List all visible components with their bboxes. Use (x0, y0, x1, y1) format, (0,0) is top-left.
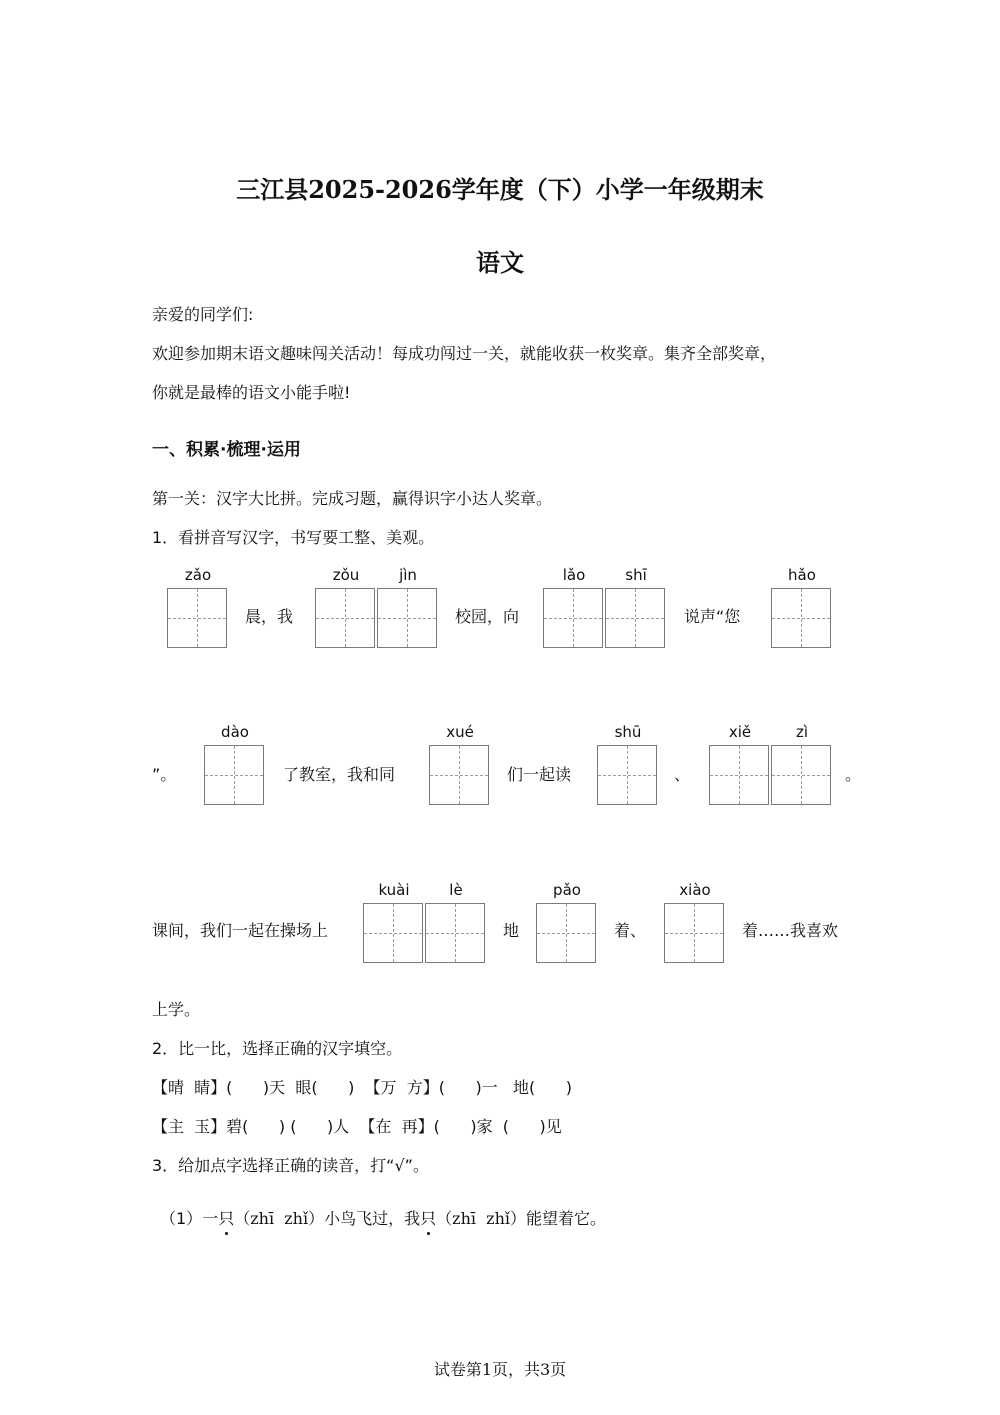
question-2-line-2: 【主 玉】碧( ) ( )人 【在 再】( )家 ( )见 (152, 1117, 562, 1136)
intro-line-2: 你就是最棒的语文小能手啦! (152, 383, 351, 402)
sentence-fragment: 们一起读 (507, 765, 572, 784)
writing-box[interactable] (771, 588, 831, 648)
sentence-fragment: 晨，我 (245, 607, 294, 626)
pinyin-options[interactable]: （zhī zhǐ） (436, 1209, 527, 1228)
writing-box[interactable] (605, 588, 665, 648)
writing-box[interactable] (709, 745, 769, 805)
page-title: 三江县2025-2026学年度（下）小学一年级期末 (236, 175, 764, 204)
writing-box[interactable] (204, 745, 264, 805)
writing-box[interactable] (771, 745, 831, 805)
pinyin-label: kuài (378, 881, 410, 899)
pinyin-label: lè (449, 881, 463, 899)
pinyin-label: xiào (679, 881, 711, 899)
pinyin-label: lǎo (562, 566, 586, 584)
sentence-fragment: 一 (202, 1209, 219, 1228)
pinyin-label: xiě (728, 723, 752, 741)
page-subtitle: 语文 (476, 248, 524, 277)
sentence-fragment: 地 (503, 921, 520, 940)
pinyin-label: xué (446, 723, 474, 741)
writing-box[interactable] (543, 588, 603, 648)
greeting: 亲爱的同学们: (152, 305, 254, 324)
intro-line-1: 欢迎参加期末语文趣味闯关活动！每成功闯过一关，就能收获一枚奖章。集齐全部奖章， (152, 344, 777, 363)
page-footer: 试卷第1页，共3页 (433, 1360, 567, 1379)
item-number: （1） (160, 1209, 203, 1228)
pinyin-label: jìn (399, 566, 417, 584)
level-1-intro: 第一关：汉字大比拼。完成习题，赢得识字小达人奖章。 (152, 489, 553, 508)
question-1-prompt: 1．看拼音写汉字，书写要工整、美观。 (152, 528, 435, 547)
writing-box[interactable] (664, 903, 724, 963)
writing-box[interactable] (167, 588, 227, 648)
question-3-item-1 (160, 1209, 606, 1229)
pinyin-options[interactable]: （zhī zhǐ） (234, 1209, 325, 1228)
sentence-fragment: 说声“您 (684, 607, 741, 626)
question-2-line-1: 【晴 睛】( )天 眼( ) 【万 方】( )一 地( ) (152, 1078, 572, 1097)
pinyin-label: hǎo (788, 566, 816, 584)
writing-box[interactable] (536, 903, 596, 963)
question-2-prompt: 2．比一比，选择正确的汉字填空。 (152, 1039, 403, 1058)
writing-box[interactable] (363, 903, 423, 963)
pinyin-label: zì (795, 723, 809, 741)
sentence-fragment: 了教室，我和同 (283, 765, 396, 784)
writing-box[interactable] (597, 745, 657, 805)
writing-box[interactable] (429, 745, 489, 805)
sentence-fragment: 。 (845, 765, 862, 784)
writing-box[interactable] (377, 588, 437, 648)
pinyin-label: dào (221, 723, 249, 741)
dotted-character: 只 (218, 1209, 235, 1228)
pinyin-label: zǒu (332, 566, 360, 584)
writing-box[interactable] (425, 903, 485, 963)
pinyin-label: pǎo (553, 881, 581, 899)
sentence-fragment: 课间，我们一起在操场上 (152, 921, 329, 940)
sentence-fragment: 着、 (614, 921, 647, 940)
sentence-fragment: 着……我喜欢 (742, 921, 839, 940)
sentence-fragment: 小鸟飞过，我 (324, 1209, 421, 1228)
dotted-character: 只 (420, 1209, 437, 1228)
sentence-fragment: 能望着它。 (526, 1209, 607, 1228)
sentence-fragment: 、 (674, 765, 691, 784)
writing-box[interactable] (315, 588, 375, 648)
pinyin-label: zǎo (184, 566, 212, 584)
pinyin-label: shū (614, 723, 642, 741)
sentence-fragment: 校园，向 (455, 607, 520, 626)
sentence-fragment: ”。 (152, 765, 177, 784)
section-heading: 一、积累·梳理·运用 (152, 440, 301, 460)
question-3-prompt: 3．给加点字选择正确的读音，打“√”。 (152, 1156, 429, 1175)
pinyin-label: shī (625, 566, 647, 584)
sentence-fragment: 上学。 (152, 1000, 201, 1019)
